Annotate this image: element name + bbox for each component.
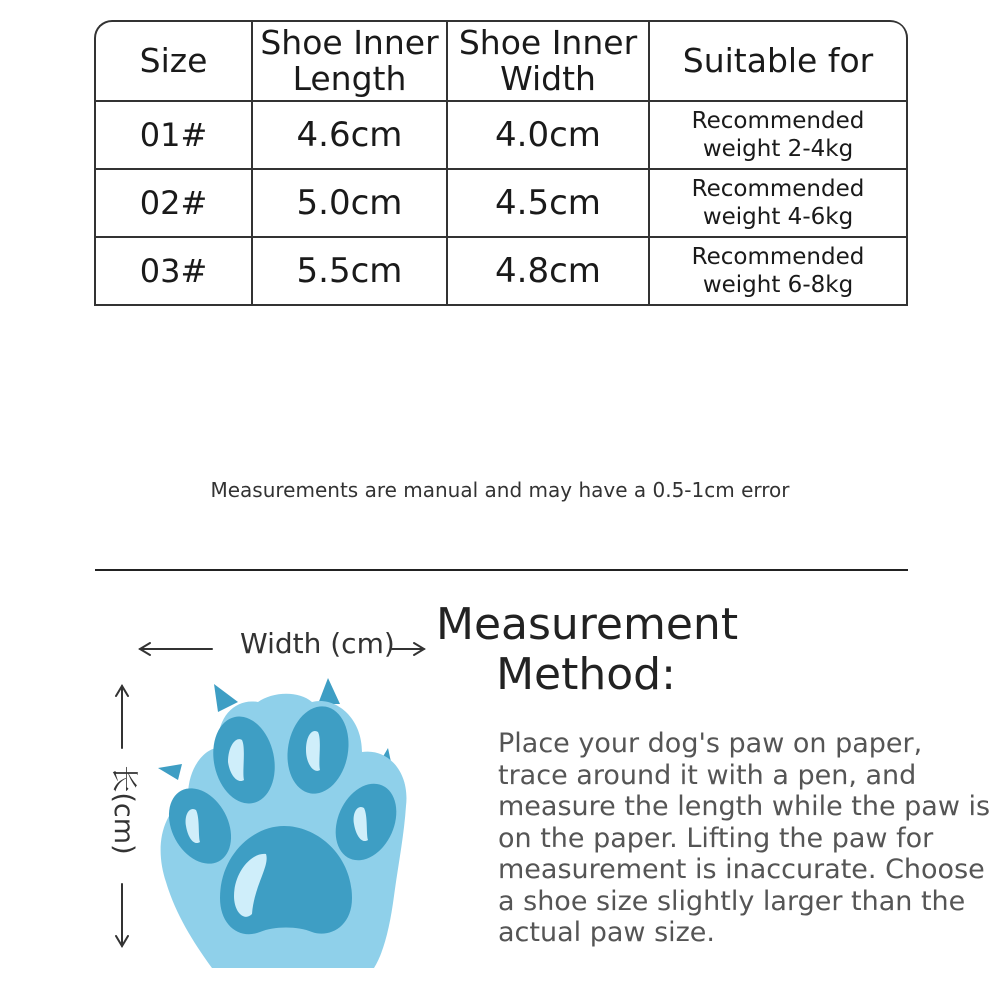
cell-length: 5.5cm — [253, 238, 448, 306]
header-inner-length: Shoe Inner Length — [253, 22, 448, 102]
length-label: 长(cm) — [108, 765, 139, 855]
cell-size: 01# — [96, 102, 253, 170]
cell-size: 02# — [96, 170, 253, 238]
header-suitable-for: Suitable for — [650, 22, 908, 102]
method-description: Place your dog's paw on paper, trace around it with a pen, and measure the length while the paw is on the paper. Lifting the paw for measurement is inaccurate. Choose a shoe size slightly larger than the actual paw size. — [498, 728, 991, 948]
paw-icon — [148, 676, 418, 968]
cell-width: 4.0cm — [448, 102, 650, 170]
header-inner-width: Shoe Inner Width — [448, 22, 650, 102]
header-size: Size — [96, 22, 253, 102]
cell-size: 03# — [96, 238, 253, 306]
method-title: Measurement Method: — [436, 599, 739, 700]
cell-width: 4.8cm — [448, 238, 650, 306]
cell-suitable: Recommended weight 2-4kg — [650, 102, 908, 170]
cell-suitable: Recommended weight 6-8kg — [650, 238, 908, 306]
cell-width: 4.5cm — [448, 170, 650, 238]
cell-suitable: Recommended weight 4-6kg — [650, 170, 908, 238]
cell-length: 4.6cm — [253, 102, 448, 170]
width-label: Width (cm) — [240, 627, 395, 660]
measurement-error-note: Measurements are manual and may have a 0.5-1cm error — [210, 478, 790, 502]
cell-length: 5.0cm — [253, 170, 448, 238]
